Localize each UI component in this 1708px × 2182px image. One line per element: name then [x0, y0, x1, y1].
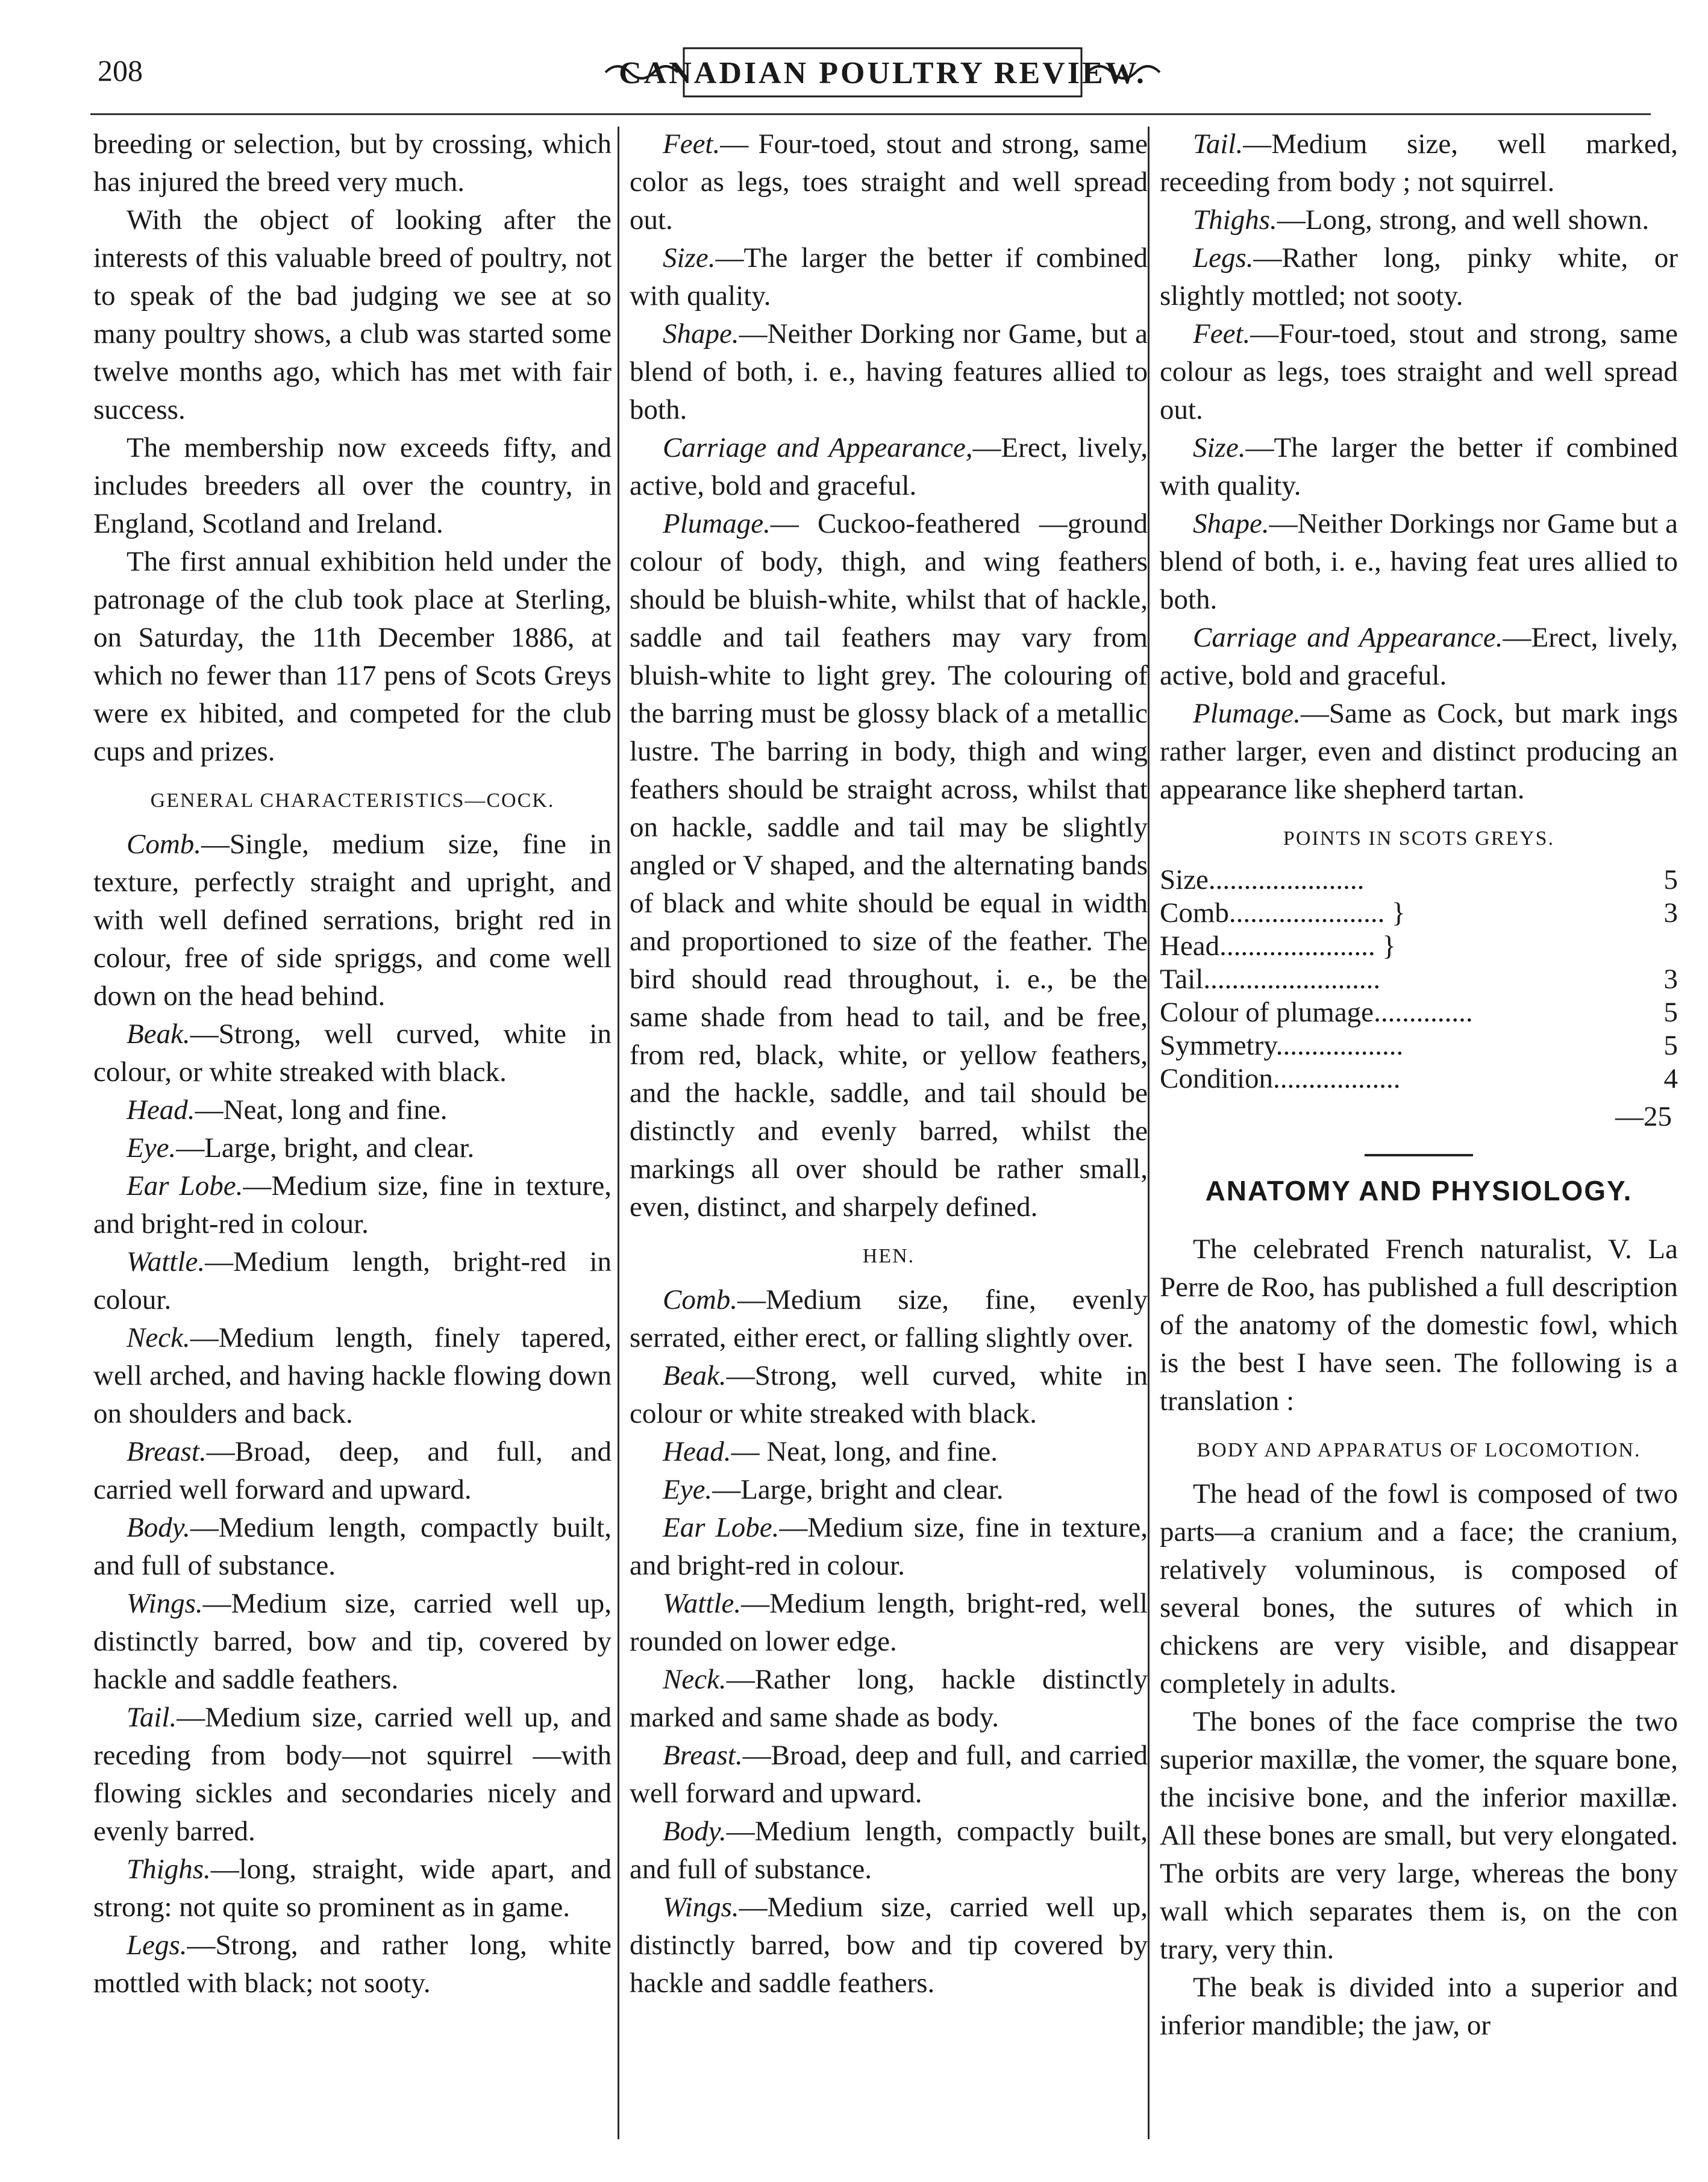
characteristic-item — [93, 826, 612, 1015]
points-value: 5 — [1663, 997, 1678, 1028]
characteristic-item — [630, 1661, 1148, 1737]
points-value — [1588, 930, 1678, 963]
points-label: Head — [1160, 930, 1220, 962]
definition: —Broad, deep, and full, and carried well forward and upward. — [93, 1436, 612, 1505]
characteristic-item — [1160, 201, 1678, 239]
paragraph: The first annual exhibition held under the patronage of the club took place at Sterling, on Saturday, the 11th December 1886, at which no fewer than 117 pens of Scots Greys were ex hibited, and competed for the club cups and prizes. — [93, 546, 612, 767]
characteristic-item — [93, 1091, 612, 1129]
paragraph: The membership now exceeds fifty, and includes breeders all over the country, in England, Scotland and Ireland. — [93, 432, 612, 539]
definition: —Medium length, bright-red in colour. — [93, 1246, 612, 1315]
points-leader: .................. — [1275, 1030, 1404, 1061]
paragraph: The beak is divided into a superior and inferior mandible; the jaw, or — [1160, 1972, 1678, 2041]
characteristic-item — [630, 125, 1148, 239]
term: Legs. — [127, 1930, 187, 1961]
points-leader: ...................... — [1208, 864, 1365, 895]
points-title: POINTS IN SCOTS GREYS. — [1283, 827, 1555, 850]
column-3 — [1160, 125, 1678, 2045]
points-leader: .............. — [1374, 997, 1473, 1028]
definition: — Neat, long, and fine. — [731, 1436, 998, 1467]
characteristic-item — [630, 1585, 1148, 1661]
term: Breast. — [127, 1436, 207, 1467]
points-row — [1160, 864, 1678, 897]
points-leader: ......................... — [1203, 964, 1381, 995]
points-total: —25 — [1615, 1101, 1672, 1132]
points-row — [1160, 1029, 1678, 1062]
term: Body. — [663, 1816, 727, 1847]
term: Neck. — [127, 1322, 190, 1353]
characteristic-item — [1160, 619, 1678, 695]
characteristic-item — [630, 1889, 1148, 2002]
points-row: Head...................... } — [1160, 930, 1678, 963]
definition: —The larger the better if combined with quality. — [1160, 432, 1678, 501]
term: Shape. — [1193, 508, 1269, 539]
characteristic-item — [630, 429, 1148, 505]
characteristic-item — [1160, 505, 1678, 619]
term: Ear Lobe. — [663, 1512, 780, 1543]
definition: —Medium length, finely tapered, well arched, and having hackle flowing down on shoulders and back. — [93, 1322, 612, 1429]
characteristic-item — [1160, 315, 1678, 429]
characteristic-item — [630, 505, 1148, 1226]
column-divider — [618, 127, 619, 2139]
definition: —Medium length, compactly built, and full of substance. — [93, 1512, 612, 1581]
characteristic-item — [93, 1129, 612, 1167]
characteristic-item — [1160, 125, 1678, 201]
term: Legs. — [1193, 242, 1254, 274]
section-subheading: BODY AND APPARATUS OF LOCOMOTION. — [1197, 1439, 1641, 1461]
points-row — [1160, 996, 1678, 1029]
paragraph: The celebrated French naturalist, V. La Perre de Roo, has published a full description of the anatomy of the domestic fowl, which is the best I have seen. The following is a translation : — [1160, 1234, 1678, 1417]
characteristic-item — [630, 239, 1148, 315]
term: Tail. — [1193, 128, 1243, 160]
section-heading: ANATOMY AND PHYSIOLOGY. — [1205, 1175, 1633, 1206]
points-label: Colour of plumage — [1160, 997, 1374, 1028]
definition: —Large, bright, and clear. — [176, 1132, 475, 1164]
term: Size. — [663, 242, 716, 274]
term: Wings. — [663, 1892, 739, 1923]
section-divider — [1365, 1154, 1473, 1156]
definition: —Broad, deep and full, and carried well forward and upward. — [630, 1740, 1148, 1809]
definition: — Cuckoo-feathered —ground colour of body, thigh, and wing feathers should be bluish-white, whilst that of hackle, saddle and tail feathers may vary from bluish-white to light grey. The colouring of the barring must be glossy black of a metallic lustre. The barring in body, thigh and wing feathers should be straight across, whilst that on hackle, saddle and tail may be slightly angled or V shaped, and the alternating bands of black and white should be equal in width and proportioned to size of the feather. The bird should read throughout, i. e., be the same shade from head to tail, and be free, from red, black, white, or yellow feathers, and the hackle, saddle, and tail should be distinctly and evenly barred, whilst the markings all over should be rather small, even, distinct, and sharpely defined. — [630, 508, 1148, 1223]
term: Feet. — [1193, 318, 1251, 350]
section-subheading: HEN. — [862, 1245, 915, 1267]
term: Comb. — [127, 829, 202, 860]
definition: —Medium length, compactly built, and full of substance. — [630, 1816, 1148, 1885]
term: Breast. — [663, 1740, 743, 1771]
definition: —Medium size, fine in texture, and bright-red in colour. — [93, 1170, 612, 1240]
term: Thighs. — [127, 1854, 211, 1885]
characteristic-item — [630, 1813, 1148, 1889]
paragraph: The bones of the face comprise the two superior maxillæ, the vomer, the square bone, the incisive bone, and the inferior maxillæ. All these bones are small, but very elongated. The orbits are very large, whereas the bony wall which separates them is, on the con trary, very thin. — [1160, 1706, 1678, 1965]
term: Eye. — [663, 1474, 713, 1505]
characteristic-item — [93, 1243, 612, 1319]
characteristic-item — [93, 1319, 612, 1433]
definition: —Large, bright and clear. — [712, 1474, 1004, 1505]
term: Wattle. — [127, 1246, 205, 1278]
term: Head. — [663, 1436, 731, 1467]
definition: —Rather long, pinky white, or slightly mottled; not sooty. — [1160, 242, 1678, 312]
points-row — [1160, 1062, 1678, 1096]
points-value: 5 — [1663, 1030, 1678, 1061]
definition: —Same as Cock, but mark ings rather larger, even and distinct producing an appearance like shepherd tartan. — [1160, 698, 1678, 805]
header-rule — [90, 113, 1651, 115]
points-label: Condition — [1160, 1063, 1274, 1094]
definition: —Rather long, hackle distinctly marked and same shade as body. — [630, 1664, 1148, 1733]
definition: —Medium size, fine, evenly serrated, either erect, or falling slightly over. — [630, 1284, 1148, 1353]
characteristic-item — [93, 1926, 612, 2002]
definition: —Strong, well curved, white in colour or white streaked with black. — [630, 1360, 1148, 1429]
definition: —Neither Dorking nor Game, but a blend of both, i. e., having features allied to both. — [630, 318, 1148, 425]
characteristic-item — [630, 1471, 1148, 1509]
points-row — [1160, 963, 1678, 996]
page-number: 208 — [98, 54, 143, 87]
term: Feet. — [663, 128, 721, 160]
paragraph: breeding or selection, but by crossing, which has injured the breed very much. — [93, 128, 612, 198]
term: Neck. — [663, 1664, 727, 1695]
term: Eye. — [127, 1132, 177, 1164]
term: Beak. — [127, 1018, 190, 1050]
definition: —Medium size, carried well up, distinctly barred, bow and tip, covered by hackle and saddle feathers. — [93, 1588, 612, 1695]
definition: —Erect, lively, active, bold and graceful. — [1160, 622, 1678, 691]
term: Shape. — [663, 318, 739, 350]
characteristic-item — [630, 1737, 1148, 1813]
term: Wattle. — [663, 1588, 742, 1619]
definition: —Long, strong, and well shown. — [1277, 204, 1650, 236]
definition: —The larger the better if combined with quality. — [630, 242, 1148, 312]
points-value: 5 — [1663, 864, 1678, 895]
characteristic-item — [93, 1015, 612, 1091]
paragraph: The head of the fowl is composed of two parts—a cranium and a face; the cranium, relatively voluminous, is composed of several bones, the sutures of which in chickens are very visible, and disappear completely in adults. — [1160, 1478, 1678, 1699]
characteristic-item — [1160, 695, 1678, 809]
characteristic-item — [93, 1851, 612, 1926]
characteristic-item — [630, 315, 1148, 429]
definition: —Medium size, carried well up, distinctly barred, bow and tip covered by hackle and saddle feathers. — [630, 1892, 1148, 1999]
definition: —Medium size, carried well up, and receding from body—not squirrel —with flowing sickles and secondaries nicely and evenly barred. — [93, 1702, 612, 1847]
characteristic-item — [93, 1585, 612, 1699]
term: Beak. — [663, 1360, 727, 1391]
column-divider — [1148, 127, 1150, 2139]
characteristic-item — [93, 1509, 612, 1585]
points-leader: .................. — [1273, 1063, 1401, 1094]
term: Comb. — [663, 1284, 738, 1315]
characteristic-item — [630, 1357, 1148, 1433]
paragraph: With the object of looking after the interests of this valuable breed of poultry, not to speak of the bad judging we see at so many poultry shows, a club was started some twelve months ago, which has met with fair success. — [93, 204, 612, 425]
term: Thighs. — [1193, 204, 1277, 236]
term: Ear Lobe. — [127, 1170, 243, 1202]
definition: —Medium size, fine in texture, and bright-red in colour. — [630, 1512, 1148, 1581]
characteristic-item — [93, 1433, 612, 1509]
points-value: 3 — [1663, 964, 1678, 995]
section-subheading: GENERAL CHARACTERISTICS—COCK. — [150, 789, 555, 812]
points-label: Comb — [1160, 897, 1229, 929]
masthead-title: CANADIAN POULTRY REVIEW. — [619, 56, 1146, 90]
points-table — [1160, 864, 1678, 1096]
characteristic-item — [1160, 429, 1678, 505]
definition: —Strong, well curved, white in colour, or white streaked with black. — [93, 1018, 612, 1088]
definition: —long, straight, wide apart, and strong: not quite so prominent as in game. — [93, 1854, 612, 1923]
characteristic-item — [93, 1699, 612, 1851]
characteristic-item — [1160, 239, 1678, 315]
term: Head. — [127, 1094, 195, 1126]
term: Body. — [127, 1512, 190, 1543]
definition: —Erect, lively, active, bold and graceful. — [630, 432, 1148, 501]
term: Plumage. — [1193, 698, 1301, 729]
term: Size. — [1193, 432, 1246, 463]
definition: — Four-toed, stout and strong, same color as legs, toes straight and well spread out. — [630, 128, 1148, 236]
column-1 — [93, 125, 612, 2002]
points-row: Comb...................... } 3 — [1160, 897, 1678, 929]
points-value: 4 — [1663, 1063, 1678, 1094]
term: Plumage. — [663, 508, 771, 539]
masthead — [593, 36, 1172, 108]
definition: —Single, medium size, fine in texture, perfectly straight and upright, and with well defined serrations, bright red in colour, free of side spriggs, and come well down on the head behind. — [93, 829, 612, 1012]
masthead-ornament-icon — [593, 36, 1172, 108]
term: Carriage and Appearance. — [1193, 622, 1503, 653]
definition: —Strong, and rather long, white mottled with black; not sooty. — [93, 1930, 612, 1999]
definition: —Medium length, bright-red, well rounded on lower edge. — [630, 1588, 1148, 1657]
definition: —Medium size, well marked, receeding from body ; not squirrel. — [1160, 128, 1678, 198]
points-leader: ...................... — [1228, 897, 1385, 929]
characteristic-item — [630, 1281, 1148, 1357]
term: Tail. — [127, 1702, 177, 1733]
points-label: Tail — [1160, 964, 1204, 995]
points-label: Symmetry — [1160, 1030, 1276, 1061]
definition: —Neat, long and fine. — [195, 1094, 448, 1126]
definition: —Neither Dorkings nor Game but a blend of both, i. e., having feat ures allied to both. — [1160, 508, 1678, 615]
points-label: Size — [1160, 864, 1209, 895]
term: Carriage and Appearance, — [663, 432, 973, 463]
characteristic-item — [630, 1433, 1148, 1471]
points-value: 3 — [1663, 897, 1678, 929]
characteristic-item — [93, 1167, 612, 1243]
term: Wings. — [127, 1588, 203, 1619]
points-leader: ...................... — [1219, 930, 1375, 962]
characteristic-item — [630, 1509, 1148, 1585]
column-2 — [630, 125, 1148, 2002]
definition: —Four-toed, stout and strong, same colour as legs, toes straight and well spread out. — [1160, 318, 1678, 425]
